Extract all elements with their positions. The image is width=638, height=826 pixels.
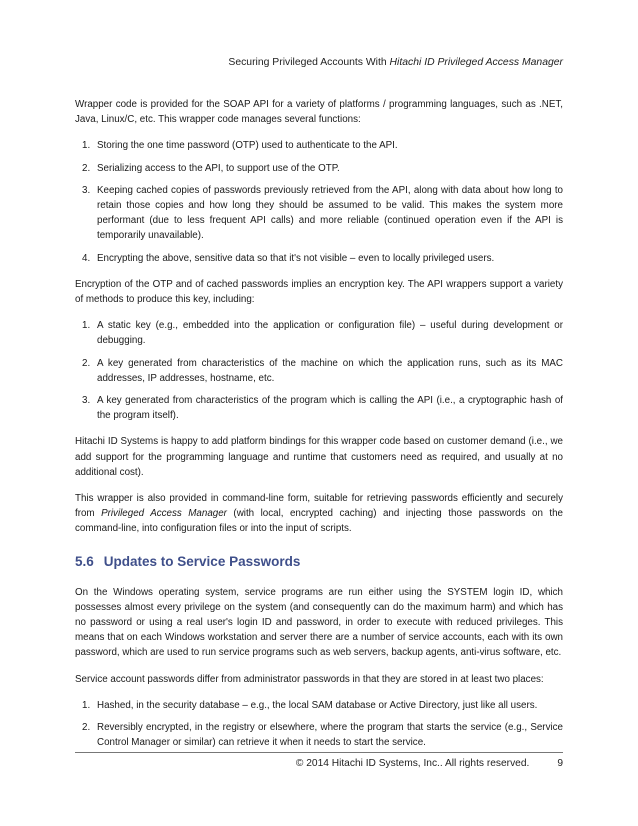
list-item-text: Encrypting the above, sensitive data so that it's not visible – even to locally privileged users. (97, 252, 495, 264)
paragraph-windows-services: On the Windows operating system, service programs are run either using the SYSTEM login ID, which possesses almost every privilege on the system (and consequently can do the maximum harm) and which has no password or using a real user's login ID and password, in order to execute with reduced privileges. This means that on each Windows workstation and server there are a number of service accounts, each with its own password, which are used to run service programs such as web servers, backup agents, anti-virus software, etc. (75, 586, 563, 659)
list-item (75, 698, 563, 713)
list-item-number: 2. (82, 162, 91, 174)
list-item-number: 4. (82, 252, 91, 264)
list-item-text: Storing the one time password (OTP) used to authenticate to the API. (97, 140, 398, 152)
list-item-text: Reversibly encrypted, in the registry or elsewhere, where the program that starts the service (e.g., Service Control Manager or similar) can retrieve it when it needs to start the service. (97, 722, 563, 749)
list-item-text: A key generated from characteristics of the machine on which the application runs, such as its MAC addresses, IP addresses, hostname, etc. (97, 357, 563, 384)
list-item-text: A key generated from characteristics of the program which is calling the API (i.e., a cryptographic hash of the program itself). (97, 395, 563, 422)
list-item-number: 2. (82, 357, 91, 369)
list-item-number: 3. (82, 184, 91, 196)
list-item-text: Keeping cached copies of passwords previously retrieved from the API, along with data about how long to retain those copies and how long they should be assumed to be valid. This makes the system more performant (due to less frequent API calls) and more reliable (continued operation even if the API is temporarily unavailable). (97, 184, 563, 242)
list-item-number: 3. (82, 395, 91, 407)
list-item (75, 720, 563, 750)
paragraph-command-line (75, 491, 563, 537)
page-content (75, 97, 563, 762)
paragraph-service-passwords: Service account passwords differ from administrator passwords in that they are stored in at least two places: (75, 673, 544, 685)
footer-divider (75, 752, 563, 753)
list-item (75, 138, 563, 153)
list-key-methods (75, 318, 563, 423)
list-item (75, 183, 563, 244)
list-item (75, 161, 563, 176)
list-storage-places (75, 698, 563, 751)
list-item-text: Serializing access to the API, to support use of the OTP. (97, 162, 340, 174)
list-item-text: Hashed, in the security database – e.g., the local SAM database or Active Directory, just like all users. (97, 699, 538, 711)
running-header (228, 57, 563, 68)
list-item (75, 251, 563, 266)
section-number: 5.6 (75, 553, 94, 569)
page-number: 9 (557, 758, 563, 769)
paragraph-text: This wrapper is also provided in command-line form, suitable for retrieving passwords efficiently and securely from (75, 493, 563, 520)
list-item (75, 356, 563, 386)
product-name-emphasis: Privileged Access Manager (101, 508, 227, 520)
section-title: Updates to Service Passwords (103, 553, 301, 569)
list-item (75, 393, 563, 423)
list-item (75, 318, 563, 348)
paragraph-text: (with local, encrypted caching) and injecting those passwords on the command-line, into configuration files or into the input of scripts. (75, 508, 563, 535)
list-wrapper-functions (75, 138, 563, 265)
paragraph-encryption-key: Encryption of the OTP and of cached passwords implies an encryption key. The API wrappers support a variety of methods to produce this key, including: (75, 278, 563, 306)
header-product-name: Hitachi ID Privileged Access Manager (389, 57, 563, 68)
page-footer (296, 758, 563, 769)
list-item-text: A static key (e.g., embedded into the application or configuration file) – useful during development or debugging. (97, 320, 563, 347)
paragraph-platform-bindings: Hitachi ID Systems is happy to add platform bindings for this wrapper code based on customer demand (i.e., we add support for the programming language and runtime that customers need as required, and usually at no additional cost). (75, 436, 563, 478)
list-item-number: 1. (82, 140, 91, 152)
list-item-number: 1. (82, 320, 91, 332)
section-heading (75, 553, 563, 571)
list-item-number: 2. (82, 722, 91, 734)
list-item-number: 1. (82, 699, 91, 711)
copyright-notice: © 2014 Hitachi ID Systems, Inc.. All rights reserved. (295, 758, 530, 769)
header-text: Securing Privileged Accounts With (228, 57, 390, 68)
paragraph-wrapper-intro: Wrapper code is provided for the SOAP API for a variety of platforms / programming languages, such as .NET, Java, Linux/C, etc. This wrapper code manages several functions: (75, 99, 563, 126)
